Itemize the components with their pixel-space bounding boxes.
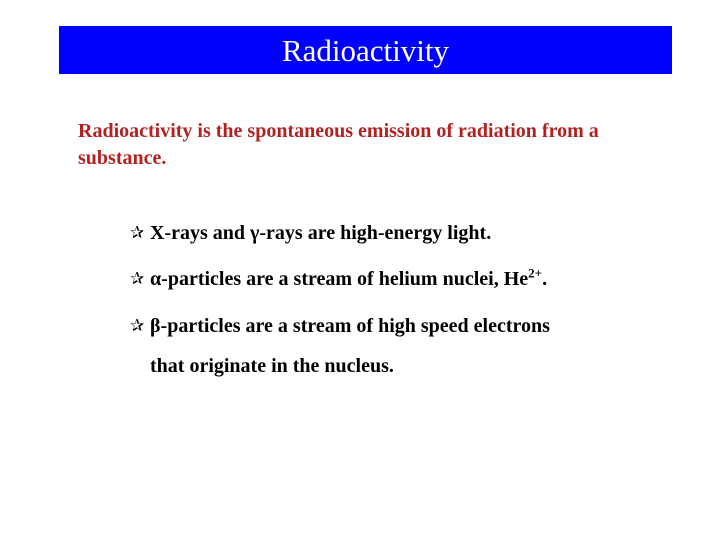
bullet-text xyxy=(150,314,550,338)
star-bullet-icon: ✰ xyxy=(130,223,145,242)
bullet-text-post: -rays are high-energy light. xyxy=(259,222,492,244)
slide-title: Radioactivity xyxy=(281,33,450,68)
beta-symbol: β xyxy=(150,315,161,337)
star-bullet-icon: ✰ xyxy=(130,269,145,288)
bullet-text-pre: X-rays and xyxy=(150,222,251,244)
bullet-text xyxy=(150,221,491,245)
slide-title-bar xyxy=(59,26,672,74)
bullet-text-tail: . xyxy=(542,268,548,290)
charge-superscript: 2+ xyxy=(528,265,543,281)
bullet-text xyxy=(150,267,547,291)
star-bullet-icon: ✰ xyxy=(130,316,145,335)
gamma-symbol: γ xyxy=(250,222,260,244)
definition-text: Radioactivity is the spontaneous emission of radiation from a substance. xyxy=(78,120,599,169)
bullet-text-post: -particles are a stream of high speed electrons xyxy=(160,315,550,337)
bullet-text-post: -particles are a stream of helium nuclei, He xyxy=(161,268,529,290)
alpha-symbol: α xyxy=(150,268,162,290)
bullet-text-continuation: that originate in the nucleus. xyxy=(150,355,394,377)
